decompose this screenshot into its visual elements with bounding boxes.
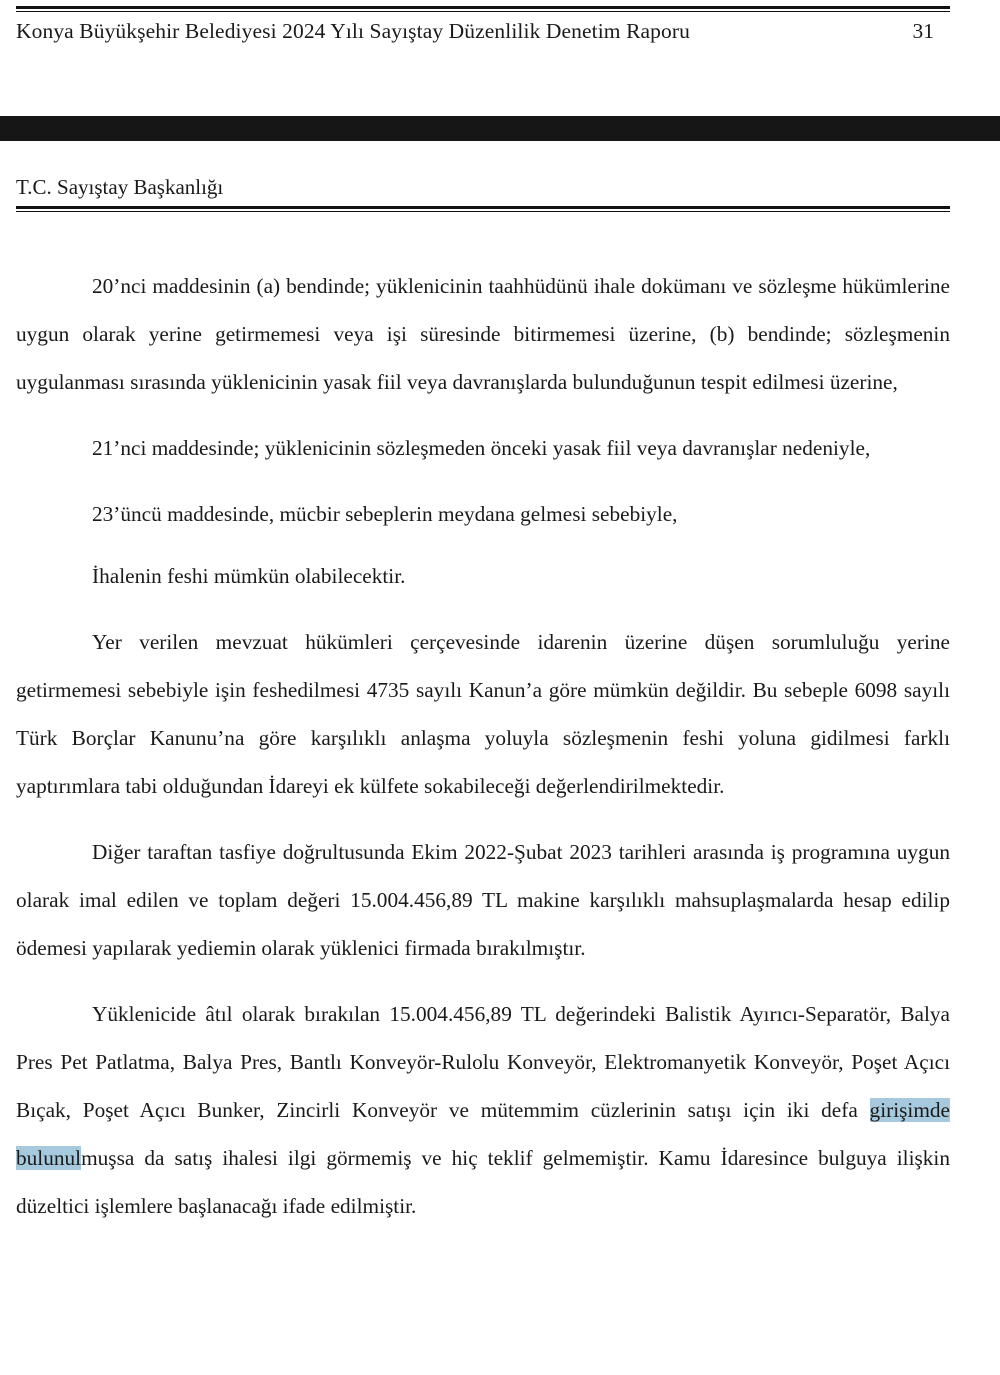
institution-heading-block <box>16 176 950 212</box>
institution-underline-rule <box>16 206 950 212</box>
header-top-rule <box>16 6 950 12</box>
body-paragraph-with-selection <box>16 990 950 1230</box>
header-row <box>16 19 950 44</box>
body-paragraph: 20’nci maddesinin (a) bendinde; yüklenicinin taahhüdünü ihale dokümanı ve sözleşme hükümlerine uygun olarak yerine getirmemesi veya işi süresinde bitirmemesi üzerine, (b) bendinde; sözleşmenin uygulanması sırasında yüklenicinin yasak fiil veya davranışlarda bulunduğunun tespit edilmesi üzerine, <box>16 274 950 394</box>
body-paragraph: 21’nci maddesinde; yüklenicinin sözleşmeden önceki yasak fiil veya davranışlar nedeniyle, <box>92 436 871 460</box>
body-paragraph: 23’üncü maddesinde, mücbir sebeplerin meydana gelmesi sebebiyle, <box>92 502 678 526</box>
page-header <box>0 0 1000 116</box>
header-black-band <box>0 116 1000 141</box>
institution-name: T.C. Sayıştay Başkanlığı <box>16 175 224 199</box>
body-paragraph: Yer verilen mevzuat hükümleri çerçevesinde idarenin üzerine düşen sorumluluğu yerine getirmemesi sebebiyle işin feshedilmesi 4735 sayılı Kanun’a göre mümkün değildir. Bu sebeple 6098 sayılı Türk Borçlar Kanunu’na göre karşılıklı anlaşma yoluyla sözleşmenin feshi yoluna gidilmesi farklı yaptırımlara tabi olduğundan İdareyi ek külfete sokabileceği değerlendirilmektedir. <box>16 630 950 798</box>
paragraph-text-before-selection: Yüklenicide âtıl olarak bırakılan 15.004.456,89 TL değerindeki Balistik Ayırıcı-Separatör, Balya Pres Pet Patlatma, Balya Pres, Bantlı Konveyör-Rulolu Konveyör, Elektromanyetik Konveyör, Poşet Açıcı Bıçak, Poşet Açıcı Bunker, Zincirli Konveyör ve mütemmim cüzlerinin satışı için iki defa <box>16 1002 950 1122</box>
body-paragraph: Diğer taraftan tasfiye doğrultusunda Ekim 2022-Şubat 2023 tarihleri arasında iş programına uygun olarak imal edilen ve toplam değeri 15.004.456,89 TL makine karşılıklı mahsuplaşmalarda hesap edilip ödemesi yapılarak yediemin olarak yüklenici firmada bırakılmıştır. <box>16 840 950 960</box>
page-header-title: Konya Büyükşehir Belediyesi 2024 Yılı Sayıştay Düzenlilik Denetim Raporu <box>16 19 690 43</box>
document-body <box>16 262 950 1230</box>
page-number: 31 <box>912 19 934 43</box>
selected-text-highlight[interactable]: girişimde bulunul <box>16 1098 950 1170</box>
paragraph-text-after-selection: muşsa da satış ihalesi ilgi görmemiş ve hiç teklif gelmemiştir. Kamu İdaresince bulguya ilişkin düzeltici işlemlere başlanacağı ifade edilmiştir. <box>16 1146 950 1218</box>
body-paragraph: İhalenin feshi mümkün olabilecektir. <box>92 564 406 588</box>
